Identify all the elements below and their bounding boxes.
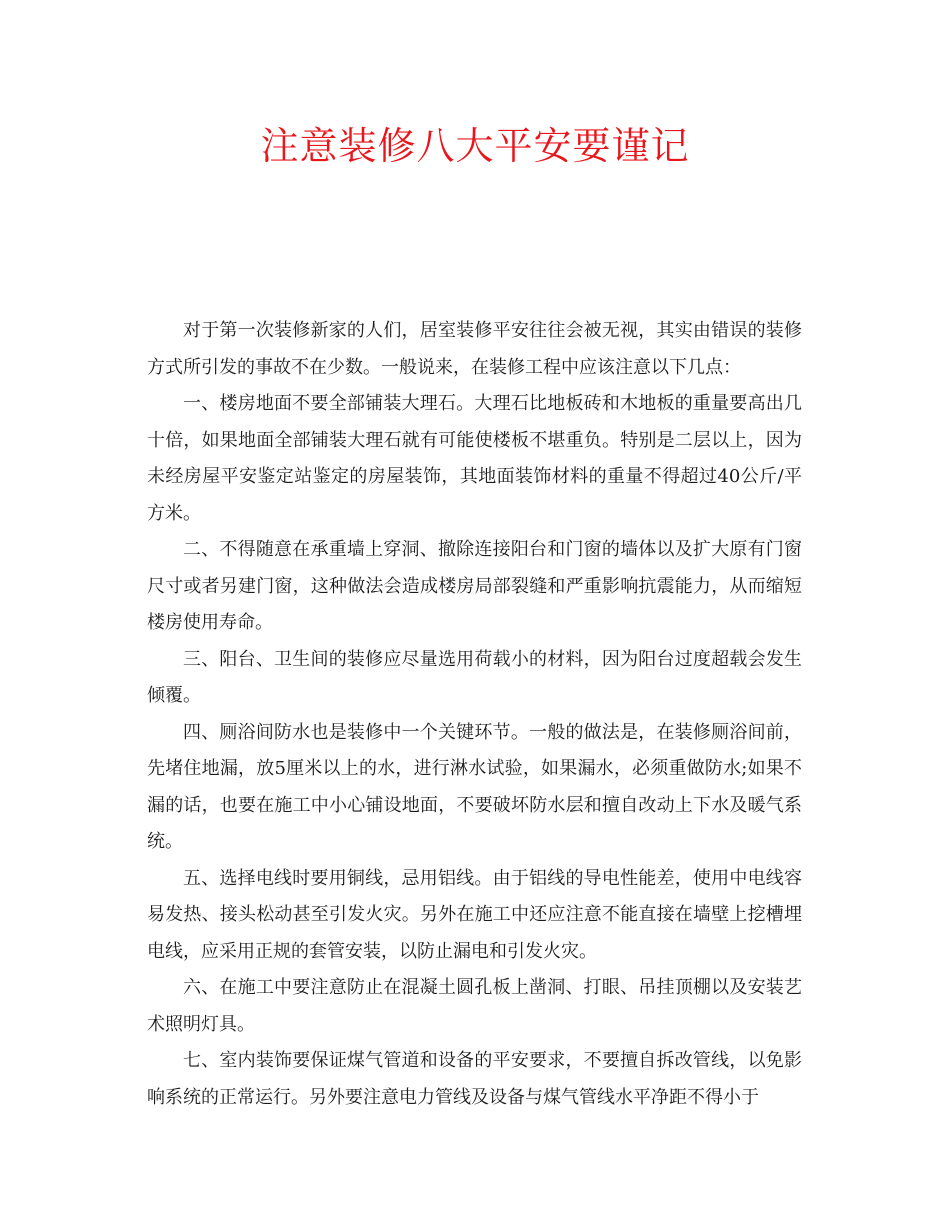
- document-title: 注意装修八大平安要谨记: [260, 124, 690, 168]
- paragraph-item-2: 二、不得随意在承重墙上穿洞、撤除连接阳台和门窗的墙体以及扩大原有门窗尺寸或者另建门窗，这种做法会造成楼房局部裂缝和严重影响抗震能力，从而缩短楼房使用寿命。: [147, 539, 802, 633]
- paragraph-item-1: 一、楼房地面不要全部铺装大理石。大理石比地板砖和木地板的重量要高出几十倍，如果地面全部铺装大理石就有可能使楼板不堪重负。特别是二层以上，因为未经房屋平安鉴定站鉴定的房屋装饰，其地面装饰材料的重量不得超过40公斤/平方米。: [147, 393, 802, 524]
- paragraph-item-7: 七、室内装饰要保证煤气管道和设备的平安要求，不要擅自拆改管线，以免影响系统的正常运行。另外要注意电力管线及设备与煤气管线水平净距不得小于: [147, 1050, 802, 1108]
- paragraph-item-5: 五、选择电线时要用铜线，忌用铝线。由于铝线的导电性能差，使用中电线容易发热、接头松动甚至引发火灾。另外在施工中还应注意不能直接在墙壁上挖槽埋电线，应采用正规的套管安装，以防止漏电和引发火灾。: [147, 867, 802, 962]
- paragraph-intro: 对于第一次装修新家的人们，居室装修平安往往会被无视，其实由错误的装修方式所引发的事故不在少数。一般说来，在装修工程中应该注意以下几点：: [147, 320, 802, 378]
- document-body: [147, 313, 802, 1116]
- paragraph-item-3: 三、阳台、卫生间的装修应尽量选用荷载小的材料，因为阳台过度超载会发生倾覆。: [147, 648, 802, 706]
- paragraph-item-6: 六、在施工中要注意防止在混凝土圆孔板上凿洞、打眼、吊挂顶棚以及安装艺术照明灯具。: [147, 977, 802, 1035]
- paragraph-item-4: 四、厕浴间防水也是装修中一个关键环节。一般的做法是，在装修厕浴间前，先堵住地漏，放5厘米以上的水，进行淋水试验，如果漏水，必须重做防水;如果不漏的话，也要在施工中小心铺设地面，不要破坏防水层和擅自改动上下水及暖气系统。: [147, 721, 802, 852]
